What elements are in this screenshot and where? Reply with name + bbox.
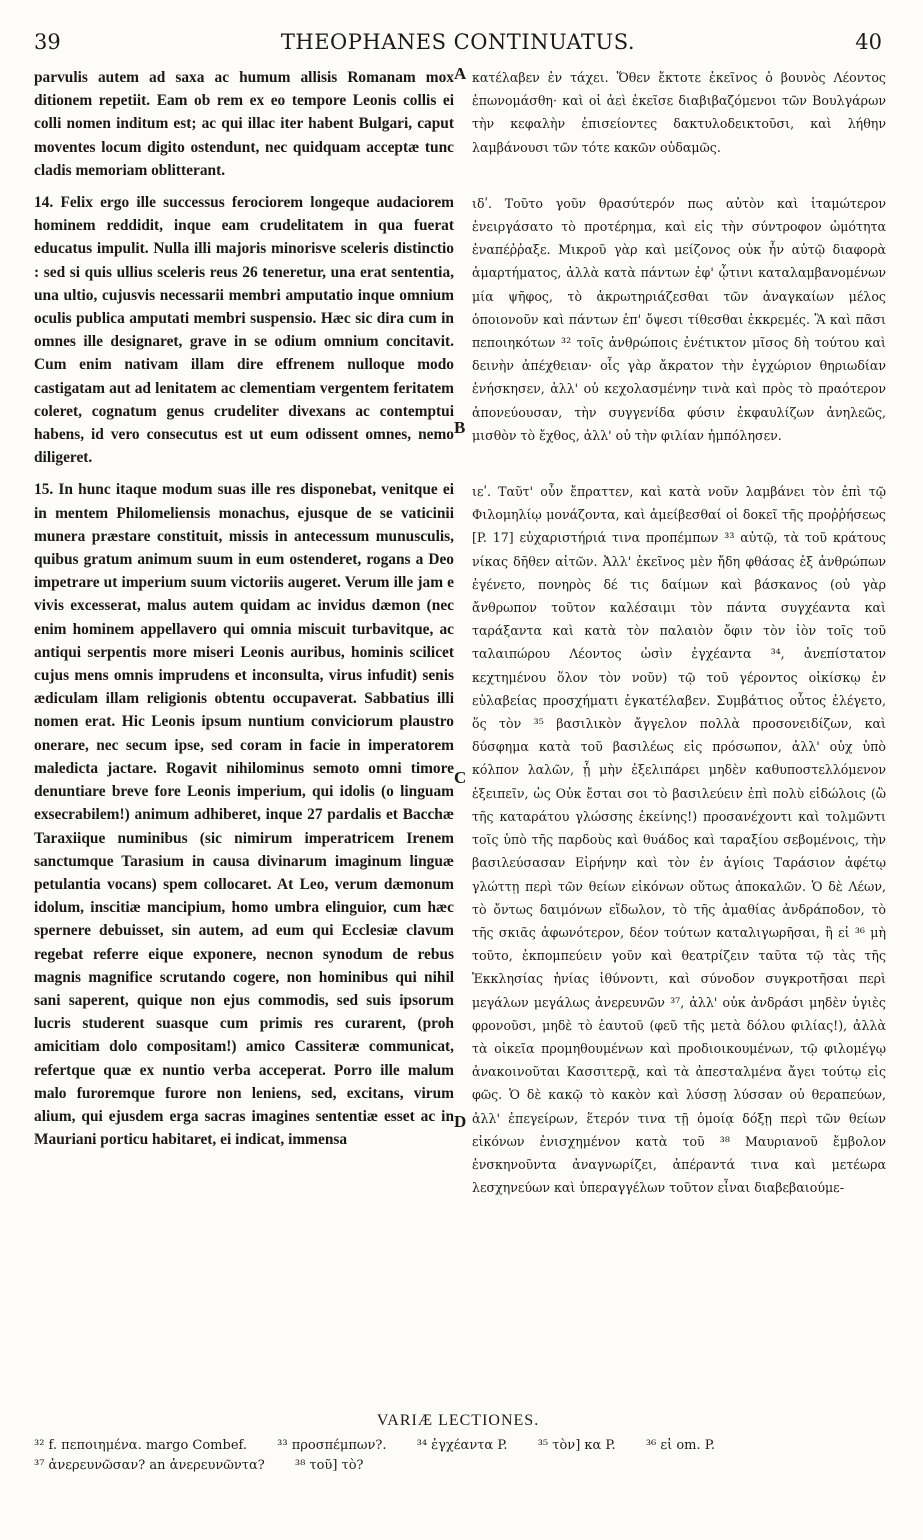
greek-paragraph-15 xyxy=(472,480,886,1199)
variant-note: ³⁷ ἀνερευνῶσαν? an ἀνερευνῶντα? xyxy=(34,1458,265,1473)
running-title: THEOPHANES CONTINUATUS. xyxy=(280,30,636,54)
greek-paragraph xyxy=(472,66,886,159)
latin-column xyxy=(34,66,454,1406)
variae-line-1 xyxy=(34,1436,882,1456)
greek-column xyxy=(472,66,886,1406)
variant-note: ³⁴ ἐγχέαντα P. xyxy=(416,1438,508,1453)
greek-text: κατέλαβεν ἐν τάχει. Ὅθεν ἔκτοτε ἐκεῖνος ὁ βουνὸς Λέοντος ἐπωνομάσθη· καὶ οἱ ἀεὶ ἐκεῖσε διαβιβαζόμενοι τῶν Βουλγάρων τὴν κεφαλὴν ἐπισείοντες δακτυλοδεικτοῦσι, καὶ λήθην λαμβάνουσι τῶν τότε κακῶν οὐδαμῶς. xyxy=(472,70,886,155)
section-number: 14. xyxy=(34,194,54,212)
section-number: 15. xyxy=(34,481,54,499)
variant-note: ³⁵ τὸν] κα P. xyxy=(537,1438,616,1453)
latin-paragraph xyxy=(34,66,454,182)
margin-mark-b: B xyxy=(454,418,466,437)
page-number-left: 39 xyxy=(34,30,61,54)
page-number-right: 40 xyxy=(855,30,882,54)
variant-note: ³⁶ εἰ om. P. xyxy=(645,1438,716,1453)
latin-paragraph-14 xyxy=(34,191,454,469)
variae-line-2 xyxy=(34,1456,882,1476)
variant-note: ³² f. πεποιημένα. margo Combef. xyxy=(34,1438,248,1453)
margin-mark-c: C xyxy=(454,768,467,787)
variant-note: ³⁸ τοῦ] τὸ? xyxy=(294,1458,364,1473)
latin-text: In hunc itaque modum suas ille res disponebat, venitque ei in mentem Philomeliensis monachus, ejusque de se vaticinii munera præstare constituit, missis in antecessum munusculis, quibus gratum animum suum in eum ostenderet, rogans a Deo impetrare ut imperium suum victoriis augeret. Verum ille jam e vivis excesserat, malus autem quidam ac invidus dæmon (nec enim hominem appellavero qui omnia miscuit turbavitque, ac antiqui serpentis more miseri Leonis auribus, hominis scilicet cujus mens omnis imprudens et inconsulta, virus infudit) senis ædiculam illam religionis obtentu occupaverat. Sabbatius illi nomen erat. Hic Leonis ipsum nuntium conviciorum plaustro onerare, nec secum ipse, sed coram in facie in imperatorem maledicta jactare. Rogavit nihilominus semoto omni timore denuntiare breve fore Leonis imperium, qui idolis (o linguam exsecrabilem!) animum adhiberet, inque 27 pardalis et Bacchæ Taraxiique numinibus (sic nimirum imperatricem Irenem sanctumque Tarasium in causa divinarum imaginum linguæ petulantia vocans) spem collocaret. At Leo, verum dæmonum idolum, inscitiæ mancipium, homo umbra elinguior, cum hæc spernere debuisset, sin autem, ad eum qui Ecclesiæ clavum regebat referre eique exponere, necnon synodum de rebus magnis magnifice scrutando cogere, non hominibus qui nihil sani saperent, quique non ejus commodis, sed suis ipsorum lucris studerent suasque cum primis res curarent, (proh amicitiam dolo compositam!) amico Cassiteræ communicat, refertque quæ ex nuntio verba acceperat. Porro ille malum malo furoremque furore non leniens, sed, excitans, virum alium, qui ejusdem erga sacras imagines sententiæ esset ac in Mauriani porticu habitaret, ei indicat, immensa xyxy=(34,481,454,1149)
greek-text: Τοῦτο γοῦν θρασύτερόν πως αὐτὸν καὶ ἰταμώτερον ἐνειργάσατο τὸ προτέρημα, καὶ εἰς τὴν σύντροφον ὠμότητα ἐναπέῤῥαξε. Μικροῦ γὰρ καὶ μείζονος οὐκ ἦν αὐτῷ διαφορὰ ἁμαρτήματος, ἀλλὰ κατὰ πάντων ἐφ' ᾧτινι καταλαμβανομένων μία ψῆφος, τὸ ἀκρωτηριάζεσθαι τῶν ἀναγκαίων μέλος ὁποιονοῦν καὶ πάντων ἐπ' ὄψεσι τίθεσθαι ἐκκρεμές. Ἃ καὶ πᾶσι πεποιηκότων ³² τοῖς ἀνθρώποις ἐνέτικτον μῖσος δὴ τούτου καὶ δεινὴν ἀπέχθειαν· οἷς γὰρ ἄκρατον τὴν ἐγχώριον θηριωδίαν ἐνήσκησεν, ἀλλ' οὐ κεχολασμένην τινὰ καὶ πρὸς τὸ πραότερον ἀπονεύουσαν, τὴν συγγενίδα φύσιν ἐκφαυλίζων ἀνηλεῶς, μισθὸν τὸ ἔχθος, ἀλλ' οὐ τὴν φιλίαν ἠμπόλησεν. xyxy=(472,195,886,443)
section-number: ιεʹ. xyxy=(472,484,491,500)
variant-note: ³³ προσπέμπων?. xyxy=(277,1438,387,1453)
variae-title: VARIÆ LECTIONES. xyxy=(376,1412,540,1429)
latin-paragraph-15 xyxy=(34,478,454,1151)
margin-mark-d: D xyxy=(454,1112,467,1131)
margin-mark-a: A xyxy=(454,64,467,83)
latin-text: Felix ergo ille successus ferociorem longeque audaciorem hominem reddidit, inque eam crudelitatem in qua fuerat educatus impulit. Nulla illi majoris minorisve sceleris distinctio : sed si quis ullius sceleris reus 26 teneretur, una erat sententia, una ultio, cujusvis necessarii membri amputatio inque omnium oculis publica amputati membri suspensio. Hæc sic dira cum in omnes ille designaret, grave in se odium omnium concitavit. Cum enim nativam illam dire effrenem nulloque modo castigatam aut ad lenitatem ac clementiam vergentem feritatem coleret, cognatum genus crudeliter divexans ac contemptui habens, id vero consecutus est ut eum odissent omnes, nemo diligeret. xyxy=(34,194,454,467)
section-number: ιδʹ. xyxy=(472,195,493,211)
latin-text: parvulis autem ad saxa ac humum allisis Romanam mox ditionem repetiit. Eam ob rem ex eo tempore Leonis collis ei colli nomen inditum est; ac qui illac iter habent Bulgari, caput moventes locum digito ostendunt, nec quidquam acceptæ tunc cladis memoriam oblitterant. xyxy=(34,69,454,179)
greek-paragraph-14 xyxy=(472,192,886,447)
margin-marks xyxy=(452,0,472,1540)
variae-lectiones xyxy=(34,1412,882,1476)
greek-text: Ταῦτ' οὖν ἔπραττεν, καὶ κατὰ νοῦν λαμβάνει τὸν ἐπὶ τῷ Φιλομηλίῳ μονάζοντα, καὶ ἀμείβεσθαί οἱ δοκεῖ τῆς προῤῥήσεως [P. 17] εὐχαριστήριά τινα προπέμπων ³³ αὐτῷ, τὰ τοῦ κράτους νίκας δῆθεν αἰτῶν. Ἀλλ' ἐκεῖνος μὲν ἤδη φθάσας ἐξ ἀνθρώπων ἐγένετο, πονηρὸς δέ τις δαίμων καὶ βάσκανος (οὐ γὰρ ἄνθρωπον τοῦτον καλέσαιμι τὸν πάντα συγχέαντα καὶ ταράξαντα καὶ κατὰ τὸν παλαιὸν ὄφιν τὸν ἰὸν τοῖς τοῦ ταλαιπώρου Λέοντος ὠσὶν ἐγχέαντα ³⁴, ἀνεπίστατον κεχτημένου ὅλον τὸν νοῦν) τῷ τοῦ γέροντος οἰκίσκῳ ἐν εὐλαβείας προσχήματι ἐγκατέλαβεν. Συμβάτιος οὗτος ἐλέγετο, ὅς τὸν ³⁵ βασιλικὸν ἄγγελον πολλὰ προσονειδίζων, καὶ δύσφημα κατὰ τοῦ βασιλέως εἰς πρόσωπον, ἀλλ' οὐχ ὑπὸ κόλπον λαλῶν, ᾗ μὴν ἐξελιπάρει μηδὲν καθυποστελλόμενον ἐξειπεῖν, ὡς Οὐκ ἔσται σοι τὸ βασιλεύειν ἐπὶ πολὺ εἰδώλοις (ὢ τῆς καταράτου γλώσσης ἐκείνης!) προσανέχοντι καὶ τολμῶντι τοῖς ὑπὸ τῆς παρδοὺς καὶ θυάδος καὶ ταραξίου σεβομένοις, τὴν βασιλεύσασαν Εἰρήνην καὶ τὸν ἐν ἁγίοις Ταράσιον ἀφέτῳ γλώττῃ περὶ τῶν θείων εἰκόνων οὕτως ἀποκαλῶν. Ὁ δὲ Λέων, τὸ ὄντως δαιμόνων εἴδωλον, τὸ τῆς ἀμαθίας ἀνδράποδον, τὸ τῆς σκιᾶς ἀφωνότερον, δέον τούτων καταλιγωρῆσαι, ἢ εἰ ³⁶ μὴ τοῦτο, ἐκπομπεύειν γοῦν καὶ θεατρίζειν ταῦτα τῷ τὰς τῆς Ἐκκλησίας ἡνίας ἰθύνοντι, καὶ σύνοδον συγκροτῆσαι περὶ μεγάλων μεγάλως ἀνερευνῶν ³⁷, ἀλλ' οὐκ ἀνδράσι μηδὲν ὑγιὲς φρονοῦσι, μηδὲ τὸ ἑαυτοῦ (φεῦ τῆς μετὰ δόλου φιλίας!), ἀλλὰ τὰ οἰκεῖα προμηθουμένων καὶ προδιοικουμένων, τῷ φιλομέγῳ ἀνακοινοῦται Κασσιτερᾷ, καὶ τὰ ἀπεσταλμένα ἄγει τούτῳ εἰς φῶς. Ὁ δὲ κακῷ τὸ κακὸν καὶ λύσσῃ λύσσαν οὐ θεραπεύων, ἀλλ' ἐπεγείρων, ἕτερόν τινα τῇ ὁμοίᾳ δόξῃ περὶ τῶν θείων εἰκόνων ἐνισχημένον κατὰ τοῦ ³⁸ Μαυριανοῦ ἔμβολον ἐνσκηνοῦντα ἀναγνωρίζει, ἀπέραντά τινα καὶ μετέωρα λεσχηνεύων καὶ ὑπεραγγέλων τοῦτον εἶναι διαβεβαιούμε- xyxy=(472,484,886,1196)
